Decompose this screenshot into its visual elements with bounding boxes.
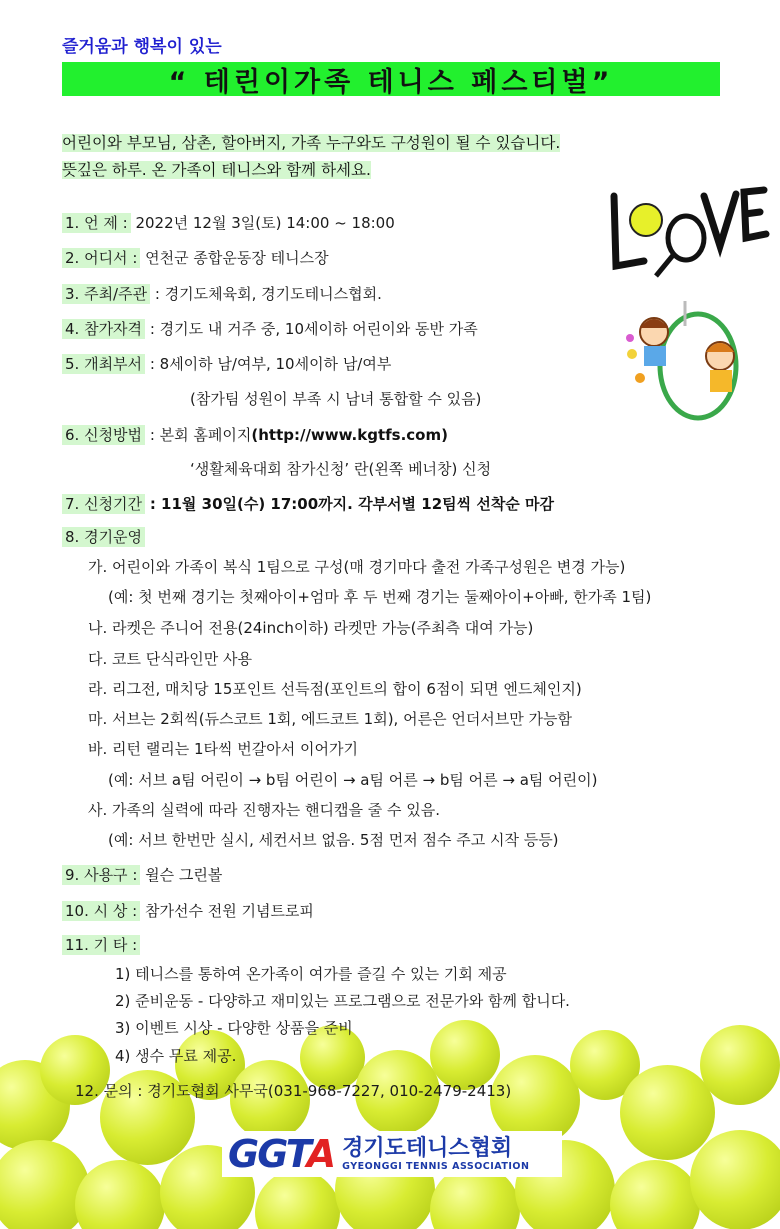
host-value: : 경기도체육회, 경기도테니스협회. [154,285,382,303]
etc-2: 2) 준비운동 - 다양하고 재미있는 프로그램으로 전문가와 함께 합니다. [115,992,570,1010]
apply-label: 6. 신청방법 [62,425,145,445]
operations-ga-example: (예: 첫 번째 경기는 첫째아이+엄마 후 두 번째 경기는 둘째아이+아빠, 한가족 1팀) [108,588,652,606]
etc-1: 1) 테니스를 통하여 온가족이 여가를 즐길 수 있는 기회 제공 [115,965,507,983]
item-date [62,212,395,233]
operations-label: 8. 경기운영 [62,527,145,547]
operations-ma: 마. 서브는 2회씩(듀스코트 1회, 에드코트 1회), 어른은 언더서브만 가능함 [88,710,573,728]
division-value: : 8세이하 남/여부, 10세이하 남/여부 [149,355,392,373]
item-apply [62,424,448,445]
operations-sa: 사. 가족의 실력에 따라 진행자는 핸디캡을 줄 수 있음. [88,801,440,819]
logo-mark [228,1132,334,1176]
period-value: : 11월 30일(수) 17:00까지. 각부서별 12팀씩 선착순 마감 [149,495,555,513]
eligibility-label: 4. 참가자격 [62,319,145,339]
operations-ba-example: (예: 서브 a팀 어린이 → b팀 어린이 → a팀 어른 → b팀 어른 → a팀 어린이) [108,771,598,789]
apply-note: ‘생활체육대회 참가신청’ 란(왼쪽 베너창) 신청 [190,460,492,478]
ggta-logo [222,1131,562,1177]
operations-sa-example: (예: 서브 한번만 실시, 세컨서브 없음. 5점 먼저 점수 주고 시작 등등) [108,831,559,849]
logo-mark-ggt: GGT [228,1132,307,1176]
item-etc [62,934,140,955]
intro-line-1: 어린이와 부모님, 삼촌, 할아버지, 가족 누구와도 구성원이 될 수 있습니다. [62,134,561,152]
item-place [62,247,329,268]
tennis-ball [620,1065,715,1160]
tennis-ball [255,1170,340,1229]
love-illustration [604,176,774,286]
children-tennis-illustration [620,296,755,426]
date-value: 2022년 12월 3일(토) 14:00 ~ 18:00 [135,214,395,232]
division-label: 5. 개최부서 [62,354,145,374]
operations-ra: 라. 리그전, 매치당 15포인트 선득점(포인트의 합이 6점이 되면 엔드체인지) [88,680,582,698]
division-note: (참가팀 성원이 부족 시 남녀 통합할 수 있음) [190,390,482,408]
period-label: 7. 신청기간 [62,494,145,514]
award-value: 참가선수 전원 기념트로피 [144,902,314,920]
logo-text [342,1137,529,1172]
item-division [62,353,391,374]
page-title: “ 테린이가족 테니스 페스티벌” [168,66,614,98]
place-label: 2. 어디서 : [62,248,140,268]
etc-4: 4) 생수 무료 제공. [115,1047,237,1065]
operations-da: 다. 코트 단식라인만 사용 [88,650,252,668]
host-label: 3. 주최/주관 [62,284,150,304]
item-eligibility [62,318,478,339]
ball-value: 윌슨 그린볼 [145,866,223,884]
item-host [62,283,382,304]
apply-url-link[interactable]: (http://www.kgtfs.com) [251,426,448,444]
place-value: 연천군 종합운동장 테니스장 [145,249,329,267]
etc-label: 11. 기 타 : [62,935,140,955]
item-ball [62,864,222,885]
tennis-ball [690,1130,780,1229]
item-period [62,493,554,514]
tennis-ball [75,1160,165,1229]
title-banner [62,62,720,96]
logo-english: GYEONGGI TENNIS ASSOCIATION [342,1160,530,1172]
item-operations [62,526,145,547]
apply-value: : 본회 홈페이지 [149,426,252,444]
etc-3: 3) 이벤트 시상 - 다양한 상품을 준비 [115,1019,353,1037]
award-label: 10. 시 상 : [62,901,140,921]
operations-ga: 가. 어린이와 가족이 복식 1팀으로 구성(매 경기마다 출전 가족구성원은 변경 가능) [88,558,626,576]
tennis-ball [700,1025,780,1105]
operations-ba: 바. 리턴 랠리는 1타씩 번갈아서 이어가기 [88,740,358,758]
date-label: 1. 언 제 : [62,213,131,233]
item-contact: 12. 문의 : 경기도협회 사무국(031-968-7227, 010-2479-2413) [75,1082,512,1100]
ball-label: 9. 사용구 : [62,865,140,885]
intro-line-2: 뜻깊은 하루. 온 가족이 테니스와 함께 하세요. [62,161,371,179]
tennis-ball [610,1160,700,1229]
eligibility-value: : 경기도 내 거주 중, 10세이하 어린이와 동반 가족 [149,320,478,338]
logo-mark-a: A [306,1132,335,1176]
logo-korean: 경기도테니스협회 [342,1135,513,1161]
operations-na: 나. 라켓은 주니어 전용(24inch이하) 라켓만 가능(주최측 대여 가능) [88,619,534,637]
tagline: 즐거움과 행복이 있는 [62,37,222,57]
item-award [62,900,314,921]
intro-text [62,130,560,184]
